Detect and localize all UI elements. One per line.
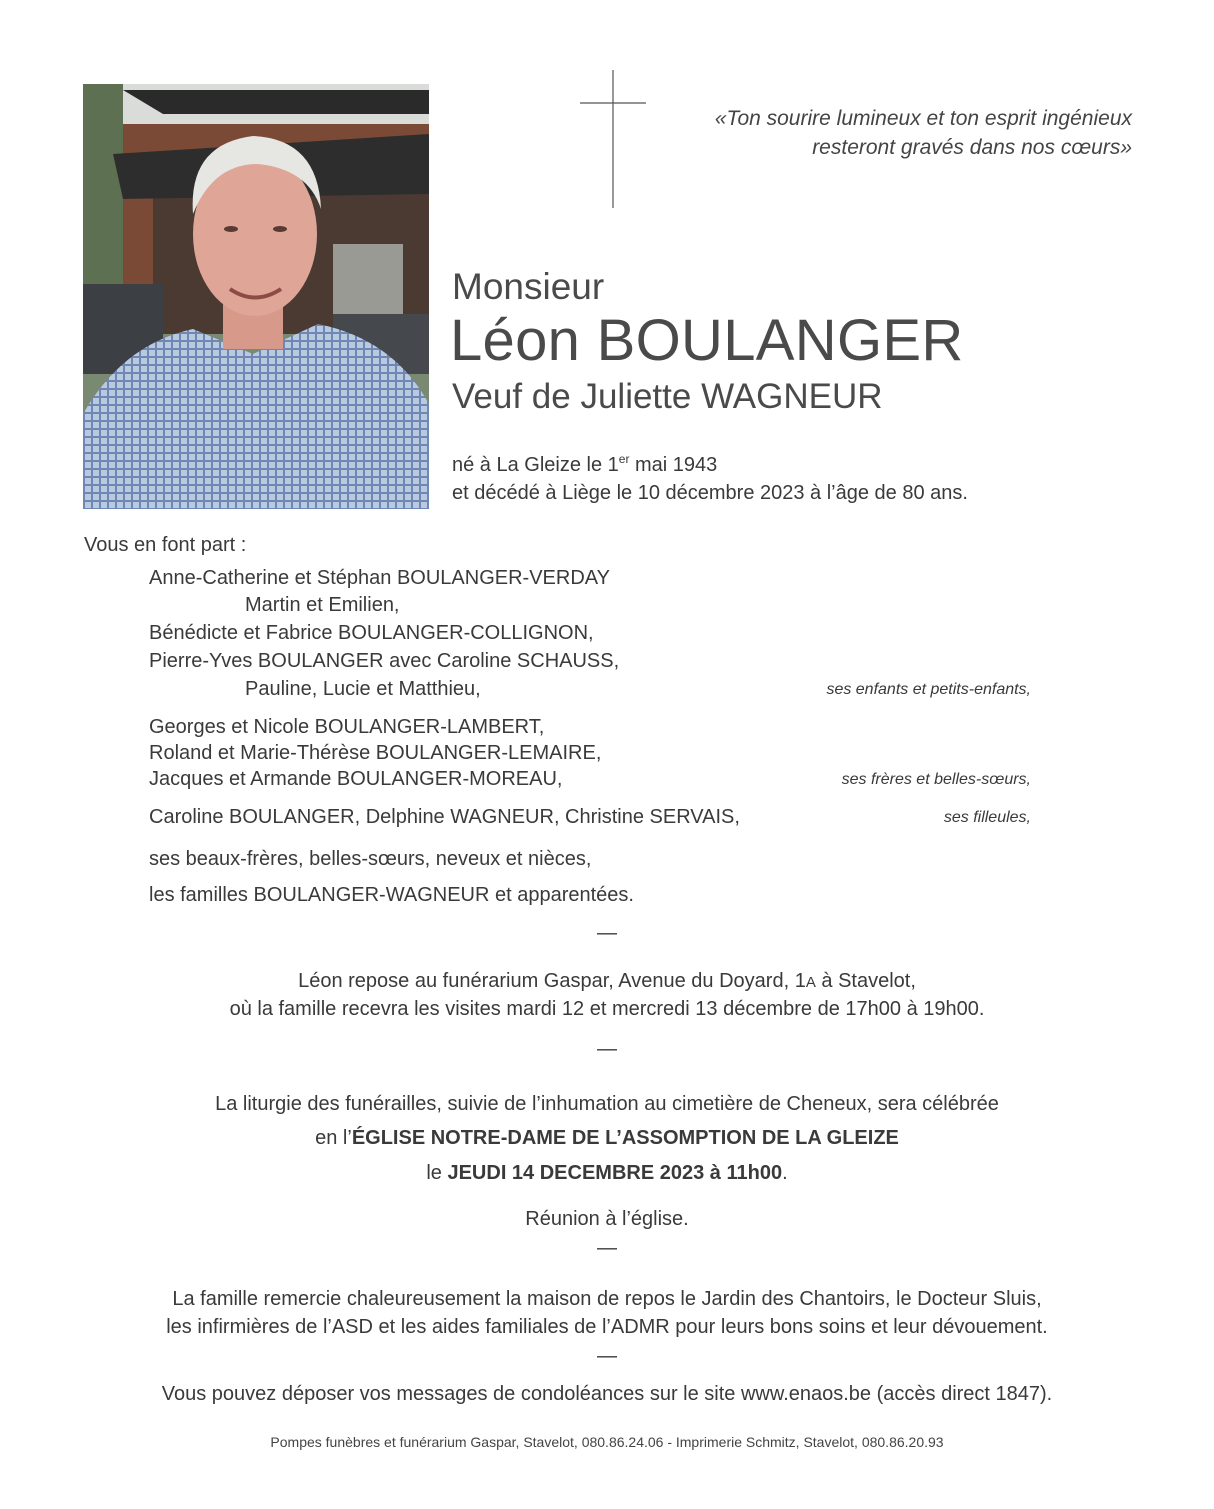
family-line: Roland et Marie-Thérèse BOULANGER-LEMAIRE,	[149, 742, 602, 764]
address-suffix: A	[805, 974, 816, 991]
visitation-place: à Stavelot,	[815, 970, 916, 992]
family-line: Pierre-Yves BOULANGER avec Caroline SCHAUSS,	[149, 650, 620, 672]
funeral-line-1: La liturgie des funérailles, suivie de l’inhumation au cimetière de Cheneux, sera célébrée	[215, 1093, 999, 1115]
family-line: Martin et Emilien,	[245, 594, 400, 616]
funeral-date-suffix: .	[782, 1162, 788, 1184]
birth-text: né à La Gleize le 1	[452, 454, 619, 476]
separator: —	[597, 1237, 617, 1259]
spouse-line: Veuf de Juliette WAGNEUR	[452, 377, 883, 416]
quote-line-1: «Ton sourire lumineux et ton esprit ingénieux	[714, 107, 1132, 130]
family-line: Jacques et Armande BOULANGER-MOREAU,	[149, 768, 563, 790]
reunion-line: Réunion à l’église.	[525, 1208, 689, 1230]
funeral-prefix: en l’	[315, 1127, 352, 1149]
family-line: ses beaux-frères, belles-sœurs, neveux et nièces,	[149, 848, 592, 870]
relation-label: ses enfants et petits-enfants,	[826, 681, 1031, 698]
honorific: Monsieur	[452, 266, 605, 307]
funeral-line-3	[0, 1159, 1214, 1187]
visitation-line-1	[0, 967, 1214, 997]
death-line: et décédé à Liège le 10 décembre 2023 à l’âge de 80 ans.	[452, 482, 968, 504]
funeral-date: JEUDI 14 DECEMBRE 2023 à 11h00	[447, 1162, 783, 1184]
separator: —	[597, 1345, 617, 1367]
family-line: Anne-Catherine et Stéphan BOULANGER-VERDAY	[149, 567, 610, 589]
separator: —	[597, 922, 617, 944]
family-line: Bénédicte et Fabrice BOULANGER-COLLIGNON,	[149, 622, 594, 644]
family-line: les familles BOULANGER-WAGNEUR et apparentées.	[149, 884, 634, 906]
thanks-line-2: les infirmières de l’ASD et les aides familiales de l’ADMR pour leurs bons soins et leur dévouement.	[166, 1316, 1048, 1338]
birth-ordinal: er	[618, 452, 630, 466]
family-line: Pauline, Lucie et Matthieu,	[245, 678, 481, 700]
announcement-intro: Vous en font part :	[84, 534, 247, 556]
family-line: Caroline BOULANGER, Delphine WAGNEUR, Christine SERVAIS,	[149, 806, 740, 828]
condolences-line: Vous pouvez déposer vos messages de condoléances sur le site www.enaos.be (accès direct 1847).	[161, 1383, 1053, 1405]
funeral-date-prefix: le	[426, 1162, 448, 1184]
visitation-line-2: où la famille recevra les visites mardi 12 et mercredi 13 décembre de 17h00 à 19h00.	[229, 998, 985, 1020]
family-line: Georges et Nicole BOULANGER-LAMBERT,	[149, 716, 545, 738]
portrait-photo	[83, 84, 429, 509]
relation-label: ses filleules,	[943, 809, 1031, 826]
epitaph-quote	[612, 104, 1132, 162]
thanks-line-1: La famille remercie chaleureusement la maison de repos le Jardin des Chantoirs, le Docteur Sluis,	[172, 1288, 1042, 1310]
birth-line	[452, 451, 717, 479]
separator: —	[597, 1038, 617, 1060]
relation-label: ses frères et belles-sœurs,	[841, 771, 1031, 788]
visitation-text: Léon repose au funérarium Gaspar, Avenue du Doyard, 1	[298, 970, 806, 992]
funeral-line-2	[0, 1124, 1214, 1152]
deceased-name: Léon BOULANGER	[450, 308, 964, 373]
footer-credits: Pompes funèbres et funérarium Gaspar, Stavelot, 080.86.24.06 - Imprimerie Schmitz, Stavelot, 080.86.20.93	[270, 1434, 944, 1450]
birth-date: mai 1943	[629, 454, 718, 476]
quote-line-2: resteront gravés dans nos cœurs»	[812, 136, 1132, 159]
church-name: ÉGLISE NOTRE-DAME DE L’ASSOMPTION DE LA GLEIZE	[351, 1127, 899, 1149]
